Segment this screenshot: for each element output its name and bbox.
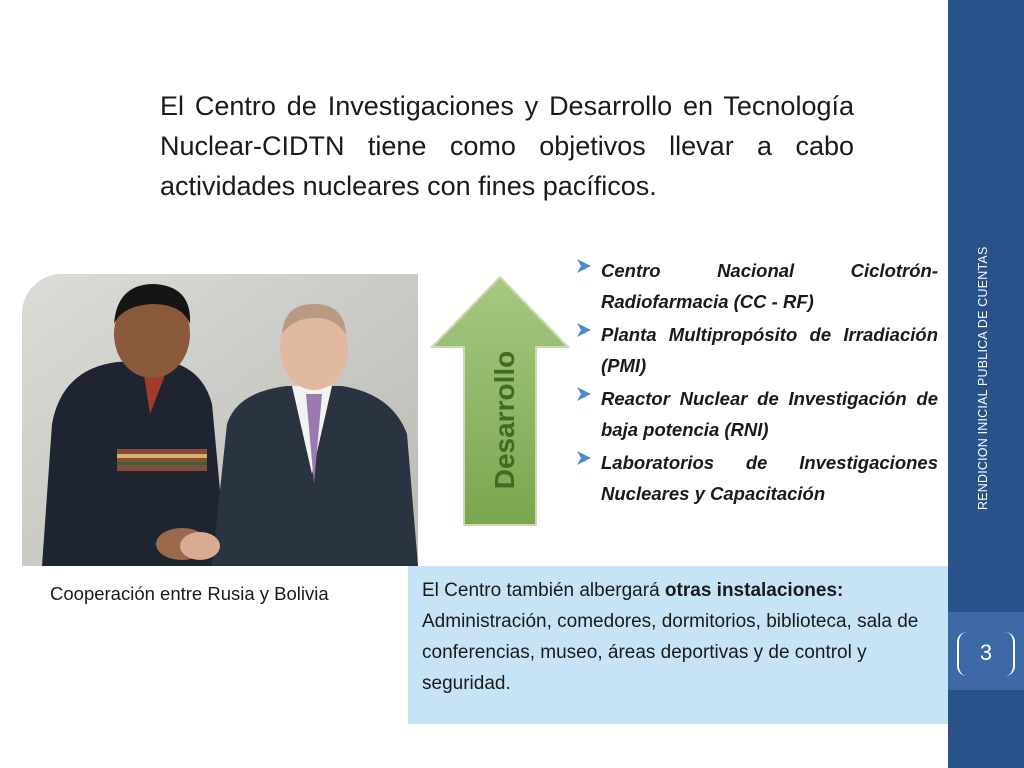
facilities-list — [575, 255, 938, 511]
chevron-right-icon — [575, 257, 593, 275]
page-number: 3 — [979, 640, 993, 665]
chevron-right-icon — [575, 385, 593, 403]
list-item: Planta Multipropósito de Irradiación (PMI) — [575, 319, 938, 381]
list-item: Reactor Nuclear de Investigación de baja potencia (RNI) — [575, 383, 938, 445]
chevron-right-icon — [575, 449, 593, 467]
facilities-infobox — [408, 566, 948, 724]
list-item: Laboratorios de Investigaciones Nucleares y Capacitación — [575, 447, 938, 509]
infobox-rest: Administración, comedores, dormitorios, biblioteca, sala de conferencias, museo, áreas deportivas y de control y seguridad. — [422, 611, 919, 694]
chevron-right-icon — [575, 321, 593, 339]
vertical-title-text: RENDICION INICIAL PUBLICA DE CUENTAS — [976, 246, 990, 510]
photo-caption: Cooperación entre Rusia y Bolivia — [50, 583, 329, 604]
intro-paragraph: El Centro de Investigaciones y Desarrollo en Tecnología Nuclear-CIDTN tiene como objetivos llevar a cabo actividades nucleares con fines pacíficos. — [160, 91, 854, 201]
infobox-bold: otras instalaciones: — [664, 580, 844, 601]
leaders-photo-illustration — [22, 274, 418, 566]
infobox-lead: El Centro también albergará — [422, 580, 665, 601]
leaders-photo — [22, 274, 418, 566]
arrow-label-text: Desarrollo — [489, 350, 520, 490]
list-item: Centro Nacional Ciclotrón-Radiofarmacia (CC - RF) — [575, 255, 938, 317]
